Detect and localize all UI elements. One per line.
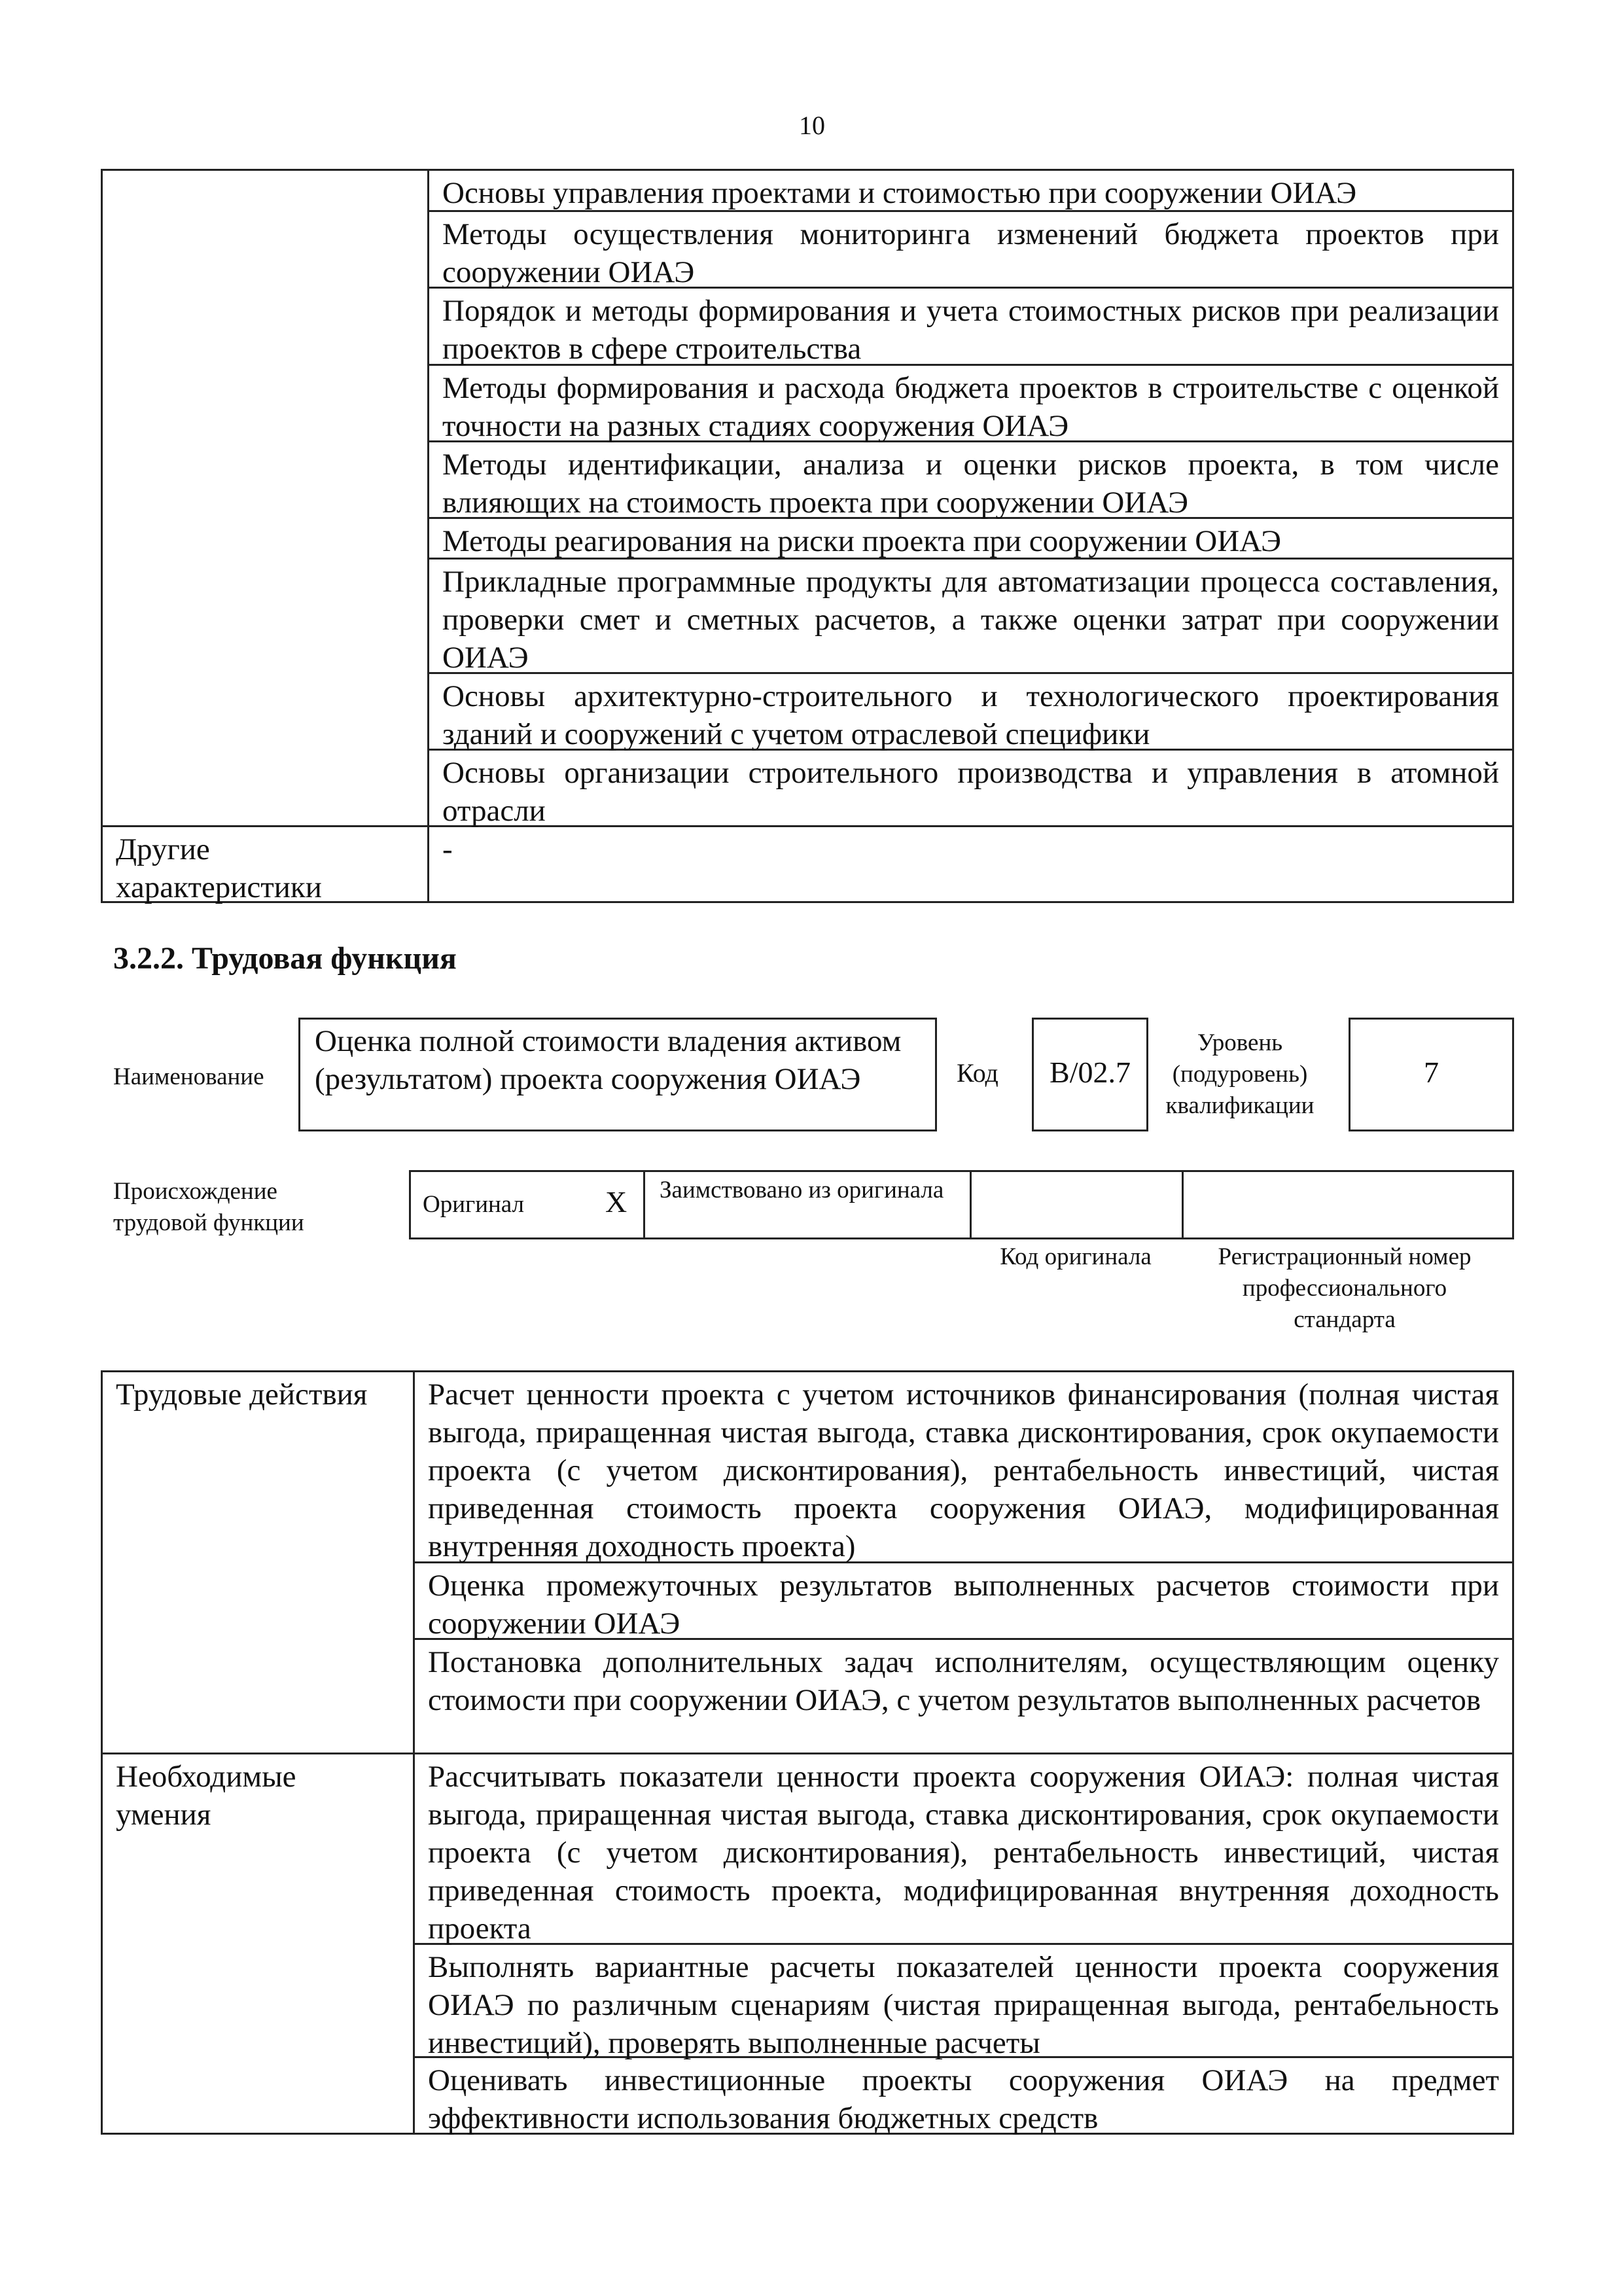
action-item: Постановка дополнительных задач исполнителям, осуществляющим оценку стоимости при сооружении ОИАЭ, с учетом результатов выполненных расчетов <box>428 1645 1499 1717</box>
origin-divider <box>643 1170 645 1239</box>
knowledge-item: Методы формирования и расхода бюджета проектов в строительстве с оценкой точности на разных стадиях сооружения ОИАЭ <box>442 371 1499 443</box>
level-label: Уровень (подуровень) квалификации <box>1165 1029 1315 1119</box>
code-original-caption: Код оригинала <box>1000 1243 1152 1270</box>
table-border <box>101 1370 1514 1372</box>
code-value: B/02.7 <box>1050 1056 1131 1089</box>
action-item: Оценка промежуточных результатов выполненных расчетов стоимости при сооружении ОИАЭ <box>428 1569 1499 1641</box>
row-divider <box>101 1752 1514 1754</box>
original-label: Оригинал <box>423 1191 525 1218</box>
knowledge-item: Методы осуществления мониторинга изменений бюджета проектов при сооружении ОИАЭ <box>442 217 1499 289</box>
origin-label: Происхождение трудовой функции <box>113 1178 304 1236</box>
skill-item: Оценивать инвестиционные проекты сооружения ОИАЭ на предмет эффективности использования бюджетных средств <box>428 2063 1499 2135</box>
skill-item: Выполнять вариантные расчеты показателей ценности проекта сооружения ОИАЭ по различным сценариям (чистая приращенная выгода, рентабельность инвестиций), проверять выполненные расчеты <box>428 1950 1499 2060</box>
knowledge-item: Основы управления проектами и стоимостью при сооружении ОИАЭ <box>442 176 1357 210</box>
skill-item: Рассчитывать показатели ценности проекта сооружения ОИАЭ: полная чистая выгода, приращенная чистая выгода, ставка дисконтирования, срок окупаемости проекта (с учетом дисконтирования), рентабельность инвестиций, чистая приведенная стоимость проекта, модифицированная внутренняя доходность проекта <box>428 1760 1499 1946</box>
knowledge-item: Основы архитектурно-строительного и технологического проектирования зданий и сооружений с учетом отраслевой специфики <box>442 679 1499 751</box>
other-characteristics-label: Другие характеристики <box>116 832 322 904</box>
other-characteristics-value: - <box>442 832 453 866</box>
code-box <box>1032 1018 1148 1131</box>
function-name: Оценка полной стоимости владения активом (результатом) проекта сооружения ОИАЭ <box>315 1024 902 1096</box>
level-box <box>1349 1018 1514 1131</box>
knowledge-item: Методы идентификации, анализа и оценки рисков проекта, в том числе влияющих на стоимость проекта при сооружении ОИАЭ <box>442 448 1499 520</box>
origin-divider <box>970 1170 972 1239</box>
actions-label: Трудовые действия <box>116 1378 368 1412</box>
page-number: 10 <box>799 111 825 140</box>
knowledge-item: Методы реагирования на риски проекта при сооружении ОИАЭ <box>442 524 1281 558</box>
knowledge-item: Основы организации строительного производства и управления в атомной отрасли <box>442 756 1499 828</box>
origin-box <box>409 1170 1514 1239</box>
name-box <box>298 1018 937 1131</box>
action-item: Расчет ценности проекта с учетом источников финансирования (полная чистая выгода, приращенная чистая выгода, ставка дисконтирования, срок окупаемости проекта (с учетом дисконтирования), рентабельность инвестиций, чистая приведенная стоимость проекта сооружения ОИАЭ, модифицированная внутренняя доходность проекта) <box>428 1378 1499 1563</box>
knowledge-item: Прикладные программные продукты для автоматизации процесса составления, проверки смет и сметных расчетов, а также оценки затрат при сооружении ОИАЭ <box>442 565 1499 675</box>
skills-label: Необходимые умения <box>116 1760 296 1832</box>
level-value: 7 <box>1424 1056 1439 1089</box>
table-border <box>101 169 103 903</box>
name-label: Наименование <box>113 1063 264 1090</box>
registration-caption: Регистрационный номер профессионального стандарта <box>1218 1243 1472 1333</box>
table-border <box>101 169 1514 171</box>
code-label: Код <box>957 1058 998 1088</box>
original-mark: X <box>605 1185 627 1219</box>
borrowed-label: Заимствовано из оригинала <box>660 1177 944 1203</box>
origin-divider <box>1182 1170 1184 1239</box>
section-title: 3.2.2. Трудовая функция <box>113 941 457 976</box>
knowledge-item: Порядок и методы формирования и учета стоимостных рисков при реализации проектов в сфере строительства <box>442 294 1499 366</box>
table-border <box>1512 169 1514 903</box>
